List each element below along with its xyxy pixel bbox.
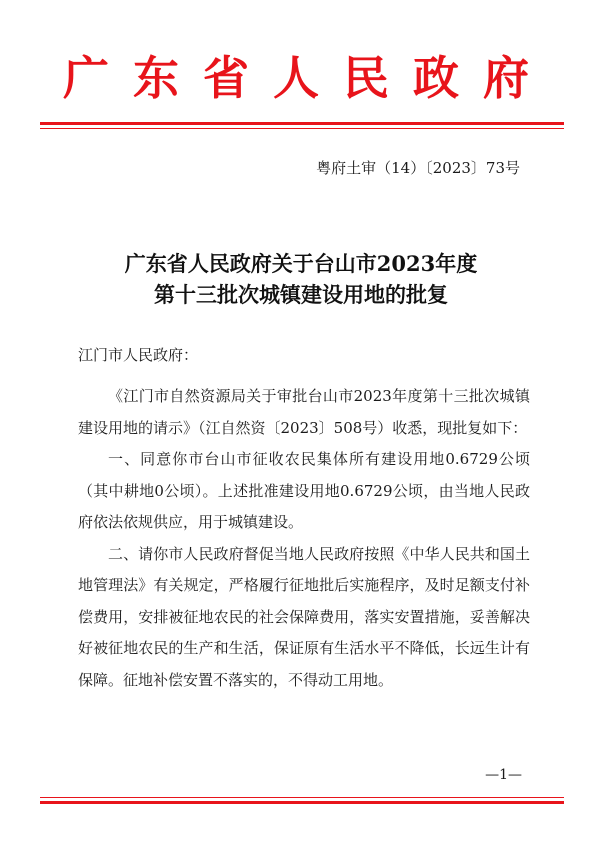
masthead-rule-thin (40, 128, 564, 129)
paragraph-item-1: 一、同意你市台山市征收农民集体所有建设用地0.6729公顷（其中耕地0公顷）。上述批准建设用地0.6729公顷，由当地人民政府依法依规供应，用于城镇建设。 (78, 450, 530, 531)
page-number: —1— (485, 767, 522, 783)
paragraph-item-2: 二、请你市人民政府督促当地人民政府按照《中华人民共和国土地管理法》有关规定，严格履行征地批后实施程序，及时足额支付补偿费用，安排被征地农民的社会保障费用，落实安置措施，妥善解决好被征地农民的生产和生活，保证原有生活水平不降低，长远生计有保障。征地补偿安置不落实的，不得动工用地。 (78, 544, 530, 689)
masthead-title: 广东省人民政府 (63, 51, 553, 105)
document-title-line-2: 第十三批次城镇建设用地的批复 (154, 282, 448, 307)
masthead-rule-thick (40, 122, 564, 125)
document-body (78, 381, 530, 696)
paragraph-intro: 《江门市自然资源局关于审批台山市2023年度第十三批次城镇建设用地的请示》（江自然资〔2023〕508号）收悉，现批复如下： (78, 387, 530, 437)
addressee: 江门市人民政府： (78, 346, 199, 364)
document-title-line-1: 广东省人民政府关于台山市2023年度 (124, 251, 478, 276)
footer-rule-thin (40, 797, 564, 798)
footer-rule-thick (40, 801, 564, 804)
document-number: 粤府土审（14）〔2023〕73号 (316, 159, 520, 177)
